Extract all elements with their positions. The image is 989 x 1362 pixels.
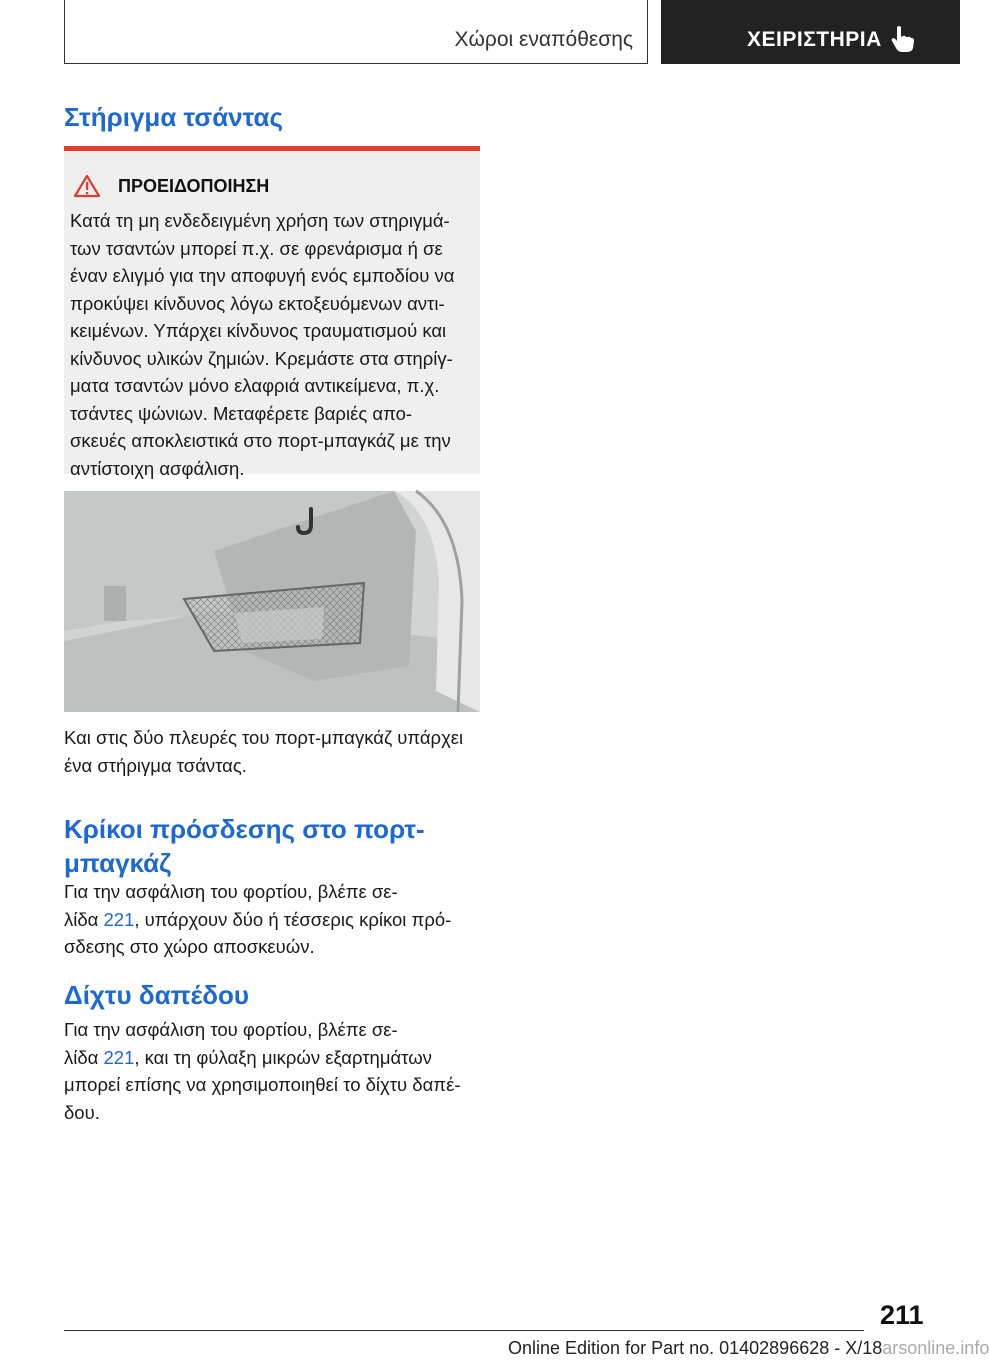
body-text: , υπάρχουν δύο ή τέσσερις κρίκοι πρό- [134,908,452,930]
caption-line: ένα στήριγμα τσάντας. [64,754,247,776]
lashing-rings-heading [64,812,480,880]
warning-line: έναν ελιγμό για την αποφυγή ενός εμποδίου να [70,265,455,286]
warning-line: τσάντες ψώνιων. Μεταφέρετε βαριές απο- [70,402,413,424]
header-chapter-title: ΧΕΙΡΙΣΤΗΡΙΑ [747,28,882,51]
page-ref-link[interactable]: 221 [103,908,135,930]
warning-header [74,173,269,199]
page-ref-link[interactable]: 221 [103,1046,135,1068]
warning-line: των τσαντών μπορεί π.χ. σε φρενάρισμα ή σε [70,237,443,259]
floor-net-text [64,1016,480,1126]
header-section-title: Χώροι εναπόθεσης [454,28,633,51]
warning-line: κειμένων. Υπάρχει κίνδυνος τραυματισμού και [70,320,447,341]
bag-hook-caption [64,724,480,779]
header-chapter-tab[interactable] [661,0,960,64]
body-line [64,1044,480,1072]
lashing-rings-text [64,878,480,961]
caption-line: Και στις δύο πλευρές του πορτ-μπαγκάζ υπάρχει [64,727,464,748]
body-line: Για την ασφάλιση του φορτίου, βλέπε σε- [64,881,398,902]
body-line: μπορεί επίσης να χρησιμοποιηθεί το δίχτυ δαπέ- [64,1074,461,1095]
body-text: , και τη φύλαξη μικρών εξαρτημάτων [134,1046,432,1068]
warning-line: σκευές αποκλειστικά στο πορτ-μπαγκάζ με την [70,430,451,451]
body-line: σδεσης στο χώρο αποσκευών. [64,936,315,957]
warning-box [64,146,480,479]
bag-hook-heading: Στήριγμα τσάντας [64,102,284,132]
warning-text [70,207,454,482]
footer-edition [508,1338,989,1359]
hand-pointer-icon [887,24,917,54]
body-line [64,906,480,934]
footer-divider [64,1330,864,1331]
warning-line: Κατά τη μη ενδεδειγμένη χρήση των στηριγμά- [70,210,450,231]
warning-triangle-icon [74,174,100,198]
header-section-box [64,0,648,64]
trunk-bag-hook-photo [64,491,480,712]
body-line: δου. [64,1101,100,1123]
warning-line: κίνδυνος υλικών ζημιών. Κρεμάστε στα στηρίγ- [70,347,453,369]
warning-title: ΠΡΟΕΙΔΟΠΟΙΗΣΗ [118,175,270,196]
page-number: 211 [880,1300,924,1330]
warning-line: ματα τσαντών μόνο ελαφριά αντικείμενα, π.χ. [70,375,440,396]
warning-line: αντίστοιχη ασφάλιση. [70,457,245,479]
edition-text: Online Edition for Part no. 01402896628 - X/18 [508,1338,883,1358]
floor-net-heading: Δίχτυ δαπέδου [64,980,250,1010]
body-line: Για την ασφάλιση του φορτίου, βλέπε σε- [64,1019,398,1040]
heading-line: Κρίκοι πρόσδεσης στο πορτ- [64,814,425,844]
body-text: λίδα [64,1046,104,1068]
heading-line: μπαγκάζ [64,848,172,878]
warning-line: προκύψει κίνδυνος λόγω εκτοξευόμενων αντι- [70,292,445,314]
watermark-text: arsonline.info [882,1338,989,1358]
body-text: λίδα [64,908,104,930]
trunk-illustration [64,491,480,712]
